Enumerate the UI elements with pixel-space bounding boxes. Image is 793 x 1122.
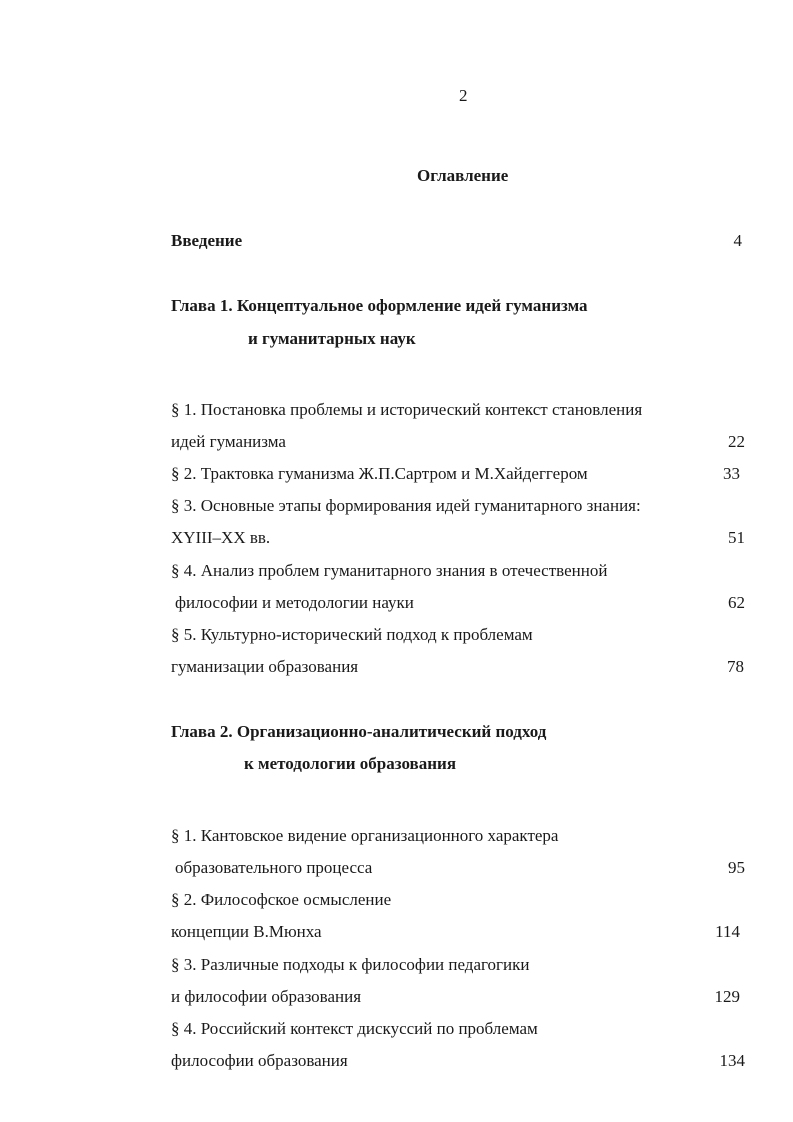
- ch1-section1-line1: § 1. Постановка проблемы и исторический контекст становления: [171, 400, 643, 419]
- ch2-section1-line1: § 1. Кантовское видение организационного характера: [171, 826, 559, 845]
- page-title: Оглавление: [417, 166, 509, 185]
- ch1-section5-line2: гуманизации образования: [171, 657, 359, 676]
- page-number: 2: [459, 86, 468, 105]
- ch1-section5-page: 78: [727, 657, 744, 676]
- ch1-section3-line1: § 3. Основные этапы формирования идей гуманитарного знания:: [171, 496, 641, 515]
- ch2-section3-line1: § 3. Различные подходы к философии педагогики: [171, 955, 530, 974]
- ch1-section3-line2: XYIII–XX вв.: [171, 528, 271, 547]
- ch2-section2-line1: § 2. Философское осмысление: [171, 890, 392, 909]
- ch2-section4-line2: философии образования: [171, 1051, 348, 1070]
- ch1-section4-page: 62: [728, 593, 745, 612]
- ch2-section3-page: 129: [714, 987, 740, 1006]
- ch1-section1-line2: идей гуманизма: [171, 432, 286, 451]
- ch1-section4-line2: философии и методологии науки: [175, 593, 414, 612]
- ch1-section2-line1: § 2. Трактовка гуманизма Ж.П.Сартром и М.Хайдеггером: [171, 464, 588, 483]
- intro-label: Введение: [171, 231, 243, 250]
- ch1-section5-line1: § 5. Культурно-исторический подход к проблемам: [171, 625, 533, 644]
- ch1-section1-page: 22: [728, 432, 745, 451]
- ch2-section1-page: 95: [728, 858, 745, 877]
- chapter1-heading-line2: и гуманитарных наук: [248, 329, 416, 348]
- ch2-section1-line2: образовательного процесса: [175, 858, 373, 877]
- chapter2-heading-line1: Глава 2. Организационно-аналитический подход: [171, 722, 547, 741]
- ch1-section3-page: 51: [728, 528, 745, 547]
- intro-page: 4: [733, 231, 742, 250]
- chapter1-heading-line1: Глава 1. Концептуальное оформление идей гуманизма: [171, 296, 588, 315]
- ch2-section4-page: 134: [719, 1051, 745, 1070]
- ch2-section3-line2: и философии образования: [171, 987, 362, 1006]
- ch2-section4-line1: § 4. Российский контекст дискуссий по проблемам: [171, 1019, 538, 1038]
- ch2-section2-line2: концепции В.Мюнха: [171, 922, 322, 941]
- ch1-section4-line1: § 4. Анализ проблем гуманитарного знания в отечественной: [171, 561, 608, 580]
- ch1-section2-page: 33: [723, 464, 740, 483]
- ch2-section2-page: 114: [715, 922, 740, 941]
- chapter2-heading-line2: к методологии образования: [244, 754, 457, 773]
